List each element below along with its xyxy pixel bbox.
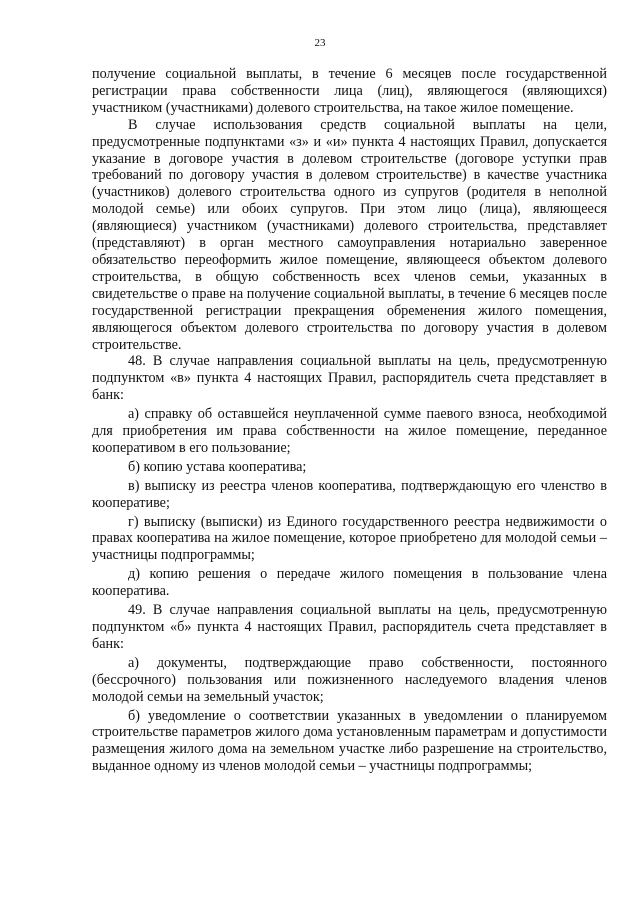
clause-48-item-a: а) справку об оставшейся неуплаченной сумме паевого взноса, необходимой для приобретения им права собственности на жилое помещение, переданное кооперативом в его пользование; — [92, 406, 607, 456]
clause-48-item-d: д) копию решения о передаче жилого помещения в пользование члена кооператива. — [92, 566, 607, 600]
clause-48-intro: 48. В случае направления социальной выплаты на цель, предусмотренную подпунктом «в» пункта 4 настоящих Правил, распорядитель счета представляет в банк: — [92, 353, 607, 404]
document-body — [92, 66, 607, 775]
clause-48-item-b: б) копию устава кооператива; — [128, 458, 307, 475]
clause-48-item-v: в) выписку из реестра членов кооператива, подтверждающую его членство в кооперативе; — [92, 477, 607, 511]
page-number: 23 — [314, 37, 326, 49]
paragraph-continuation: получение социальной выплаты, в течение 6 месяцев после государственной регистрации права собственности лица (лиц), являющегося (являющихся) участником (участниками) долевого строительства, на такое жилое помещение. — [92, 66, 607, 116]
clause-49-item-a: а) документы, подтверждающие право собственности, постоянного (бессрочного) пользования или пожизненного наследуемого владения членов молодой семьи на земельный участок; — [92, 654, 607, 705]
clause-48-item-g: г) выписку (выписки) из Единого государственного реестра недвижимости о правах кооператива на жилое помещение, которое приобретено для молодой семьи – участницы подпрограммы; — [92, 513, 607, 564]
paragraph-joint-ownership: В случае использования средств социальной выплаты на цели, предусмотренные подпунктами «з» и «и» пункта 4 настоящих Правил, допускается указание в договоре участия в долевом строительстве (договоре уступки прав требований по договору участия в долевом строительстве) в качестве участника (участников) долевого строительства одного из супругов (родителя в неполной молодой семье) или обоих супругов. При этом лицо (лица), являющееся (являющиеся) участником (участниками) долевого строительства, представляет (представляют) в орган местного самоуправления нотариально заверенное обязательство переоформить жилое помещение, являющееся объектом долевого строительства, в общую собственность всех членов семьи, указанных в свидетельстве о праве на получение социальной выплаты, в течение 6 месяцев после государственной регистрации прекращения обременения жилого помещения, являющегося объектом долевого строительства по договору участия в долевом строительстве. — [92, 116, 607, 353]
clause-49-intro: 49. В случае направления социальной выплаты на цель, предусмотренную подпунктом «б» пункта 4 настоящих Правил, распорядитель счета представляет в банк: — [92, 602, 607, 652]
clause-49-item-b: б) уведомление о соответствии указанных в уведомлении о планируемом строительстве параметров жилого дома установленным параметрам и допустимости размещения жилого дома на земельном участке либо разрешение на строительство, выданное одному из членов молодой семьи – участницы подпрограммы; — [92, 707, 607, 775]
